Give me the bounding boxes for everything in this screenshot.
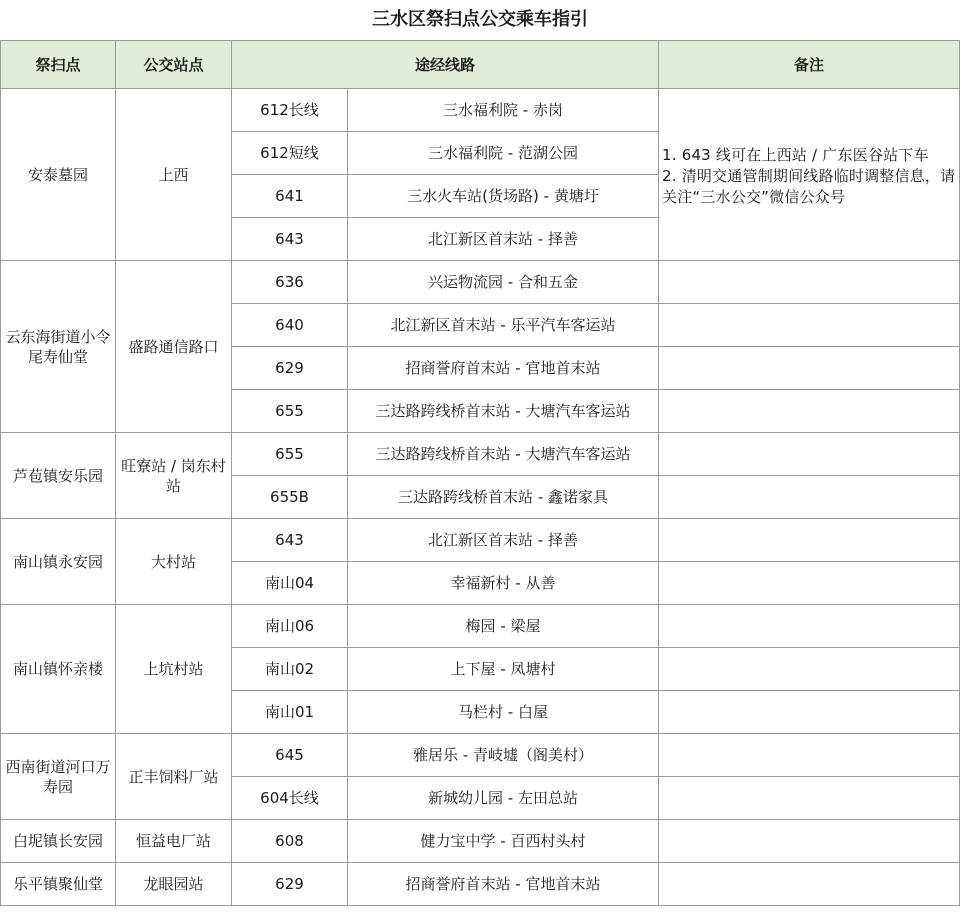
site-cell: 乐平镇聚仙堂 bbox=[1, 863, 116, 906]
remark-empty-cell bbox=[659, 261, 960, 304]
remark-empty-cell bbox=[659, 347, 960, 390]
line-number-cell: 南山02 bbox=[232, 648, 348, 691]
table-row bbox=[1, 605, 960, 648]
table-row bbox=[1, 261, 960, 304]
route-cell: 梅园 - 梁屋 bbox=[348, 605, 659, 648]
line-number-cell: 655 bbox=[232, 390, 348, 433]
remark-empty-cell bbox=[659, 519, 960, 562]
line-number-cell: 南山01 bbox=[232, 691, 348, 734]
line-number-cell: 636 bbox=[232, 261, 348, 304]
header-route: 途经线路 bbox=[232, 41, 659, 89]
table-row bbox=[1, 89, 960, 132]
route-cell: 马栏村 - 白屋 bbox=[348, 691, 659, 734]
route-cell: 健力宝中学 - 百西村头村 bbox=[348, 820, 659, 863]
site-cell: 白坭镇长安园 bbox=[1, 820, 116, 863]
page-title: 三水区祭扫点公交乘车指引 bbox=[372, 9, 588, 30]
route-cell: 三达路跨线桥首末站 - 大塘汽车客运站 bbox=[348, 390, 659, 433]
route-cell: 新城幼儿园 - 左田总站 bbox=[348, 777, 659, 820]
line-number-cell: 604长线 bbox=[232, 777, 348, 820]
line-number-cell: 南山04 bbox=[232, 562, 348, 605]
remark-empty-cell bbox=[659, 820, 960, 863]
table-body bbox=[1, 89, 960, 906]
stop-cell: 正丰饲料厂站 bbox=[116, 734, 232, 820]
remark-empty-cell bbox=[659, 605, 960, 648]
route-cell: 北江新区首末站 - 择善 bbox=[348, 218, 659, 261]
table-header-row bbox=[1, 41, 960, 89]
stop-cell: 上西 bbox=[116, 89, 232, 261]
remark-empty-cell bbox=[659, 777, 960, 820]
route-cell: 招商誉府首末站 - 官地首末站 bbox=[348, 863, 659, 906]
line-number-cell: 南山06 bbox=[232, 605, 348, 648]
remark-empty-cell bbox=[659, 691, 960, 734]
table-row bbox=[1, 519, 960, 562]
route-cell: 三水火车站(货场路) - 黄塘圩 bbox=[348, 175, 659, 218]
stop-cell: 龙眼园站 bbox=[116, 863, 232, 906]
line-number-cell: 612长线 bbox=[232, 89, 348, 132]
stop-cell: 盛路通信路口 bbox=[116, 261, 232, 433]
line-number-cell: 645 bbox=[232, 734, 348, 777]
table-row bbox=[1, 433, 960, 476]
line-number-cell: 629 bbox=[232, 347, 348, 390]
line-number-cell: 655B bbox=[232, 476, 348, 519]
stop-cell: 大村站 bbox=[116, 519, 232, 605]
site-cell: 云东海街道小令尾寿仙堂 bbox=[1, 261, 116, 433]
line-number-cell: 629 bbox=[232, 863, 348, 906]
header-remark: 备注 bbox=[659, 41, 960, 89]
stop-cell: 旺寮站 / 岗东村站 bbox=[116, 433, 232, 519]
table-row bbox=[1, 863, 960, 906]
header-site: 祭扫点 bbox=[1, 41, 116, 89]
remark-empty-cell bbox=[659, 562, 960, 605]
remark-empty-cell bbox=[659, 390, 960, 433]
stop-cell: 恒益电厂站 bbox=[116, 820, 232, 863]
route-cell: 雅居乐 - 青岐墟（阁美村） bbox=[348, 734, 659, 777]
header-stop: 公交站点 bbox=[116, 41, 232, 89]
route-cell: 三达路跨线桥首末站 - 大塘汽车客运站 bbox=[348, 433, 659, 476]
remark-empty-cell bbox=[659, 433, 960, 476]
site-cell: 南山镇永安园 bbox=[1, 519, 116, 605]
table-row bbox=[1, 734, 960, 777]
route-cell: 三水福利院 - 范湖公园 bbox=[348, 132, 659, 175]
line-number-cell: 655 bbox=[232, 433, 348, 476]
remark-empty-cell bbox=[659, 734, 960, 777]
route-cell: 三水福利院 - 赤岗 bbox=[348, 89, 659, 132]
remark-cell bbox=[659, 89, 960, 261]
route-cell: 三达路跨线桥首末站 - 鑫诺家具 bbox=[348, 476, 659, 519]
remark-empty-cell bbox=[659, 863, 960, 906]
line-number-cell: 640 bbox=[232, 304, 348, 347]
route-cell: 幸福新村 - 从善 bbox=[348, 562, 659, 605]
route-cell: 兴运物流园 - 合和五金 bbox=[348, 261, 659, 304]
route-cell: 上下屋 - 凤塘村 bbox=[348, 648, 659, 691]
line-number-cell: 643 bbox=[232, 218, 348, 261]
line-number-cell: 641 bbox=[232, 175, 348, 218]
line-number-cell: 612短线 bbox=[232, 132, 348, 175]
remark-line-1: 1. 643 线可在上西站 / 广东医谷站下车 bbox=[662, 146, 929, 164]
site-cell: 南山镇怀亲楼 bbox=[1, 605, 116, 734]
table-row bbox=[1, 820, 960, 863]
stop-cell: 上坑村站 bbox=[116, 605, 232, 734]
remark-empty-cell bbox=[659, 304, 960, 347]
site-cell: 西南街道河口万寿园 bbox=[1, 734, 116, 820]
line-number-cell: 608 bbox=[232, 820, 348, 863]
remark-line-2: 2. 清明交通管制期间线路临时调整信息，请关注“三水公交”微信公众号 bbox=[662, 167, 956, 206]
route-cell: 招商誉府首末站 - 官地首末站 bbox=[348, 347, 659, 390]
route-cell: 北江新区首末站 - 择善 bbox=[348, 519, 659, 562]
bus-guide-table bbox=[0, 40, 960, 906]
remark-empty-cell bbox=[659, 648, 960, 691]
remark-empty-cell bbox=[659, 476, 960, 519]
site-cell: 安泰墓园 bbox=[1, 89, 116, 261]
site-cell: 芦苞镇安乐园 bbox=[1, 433, 116, 519]
route-cell: 北江新区首末站 - 乐平汽车客运站 bbox=[348, 304, 659, 347]
line-number-cell: 643 bbox=[232, 519, 348, 562]
